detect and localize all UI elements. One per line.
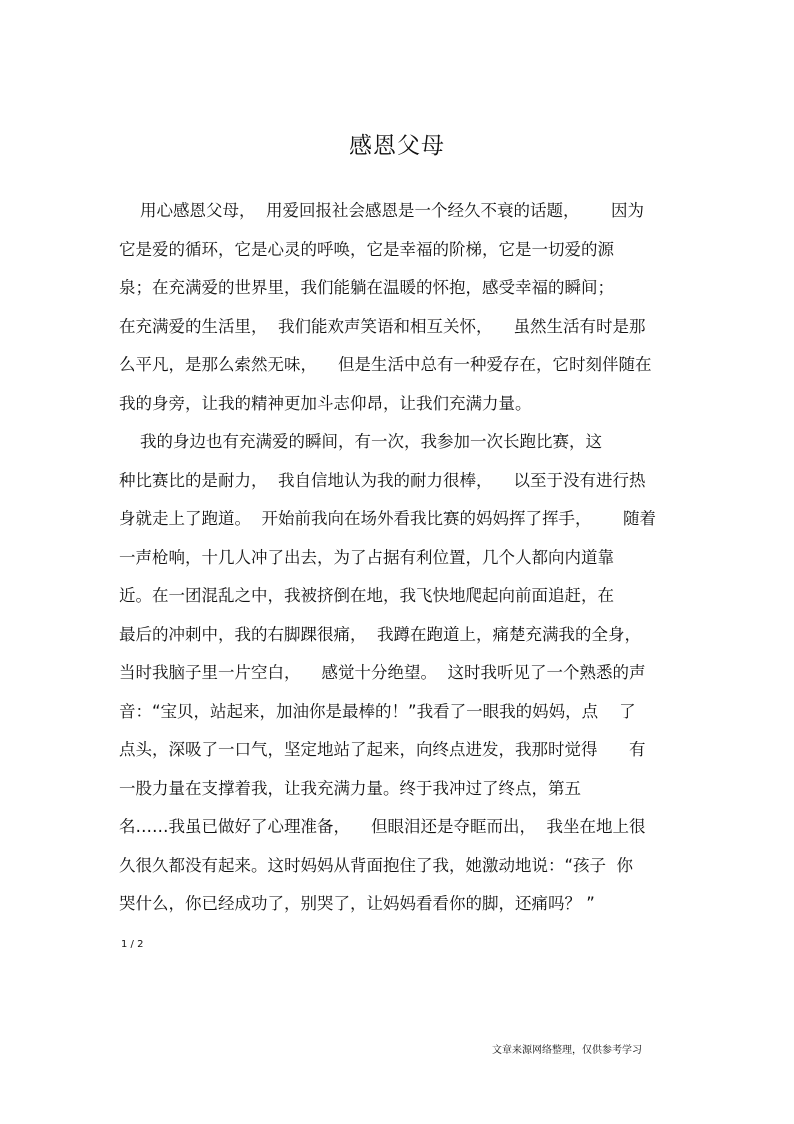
body-line: 身就走上了跑道。 开始前我向在场外看我比赛的妈妈挥了挥手， 随着 xyxy=(119,509,656,528)
body-line: 我的身边也有充满爱的瞬间，有一次，我参加一次长跑比赛，这 xyxy=(119,432,602,451)
body-line: 名……我虽已做好了心理准备， 但眼泪还是夺眶而出， 我坐在地上很 xyxy=(119,817,646,836)
body-line: 近。在一团混乱之中，我被挤倒在地，我飞快地爬起向前面追赶，在 xyxy=(119,586,614,605)
body-line: 音：“宝贝，站起来，加油你是最棒的！”我看了一眼我的妈妈，点 了 xyxy=(119,701,636,721)
document-body xyxy=(119,192,679,924)
body-line: 我的身旁，让我的精神更加斗志仰昂，让我们充满力量。 xyxy=(119,393,532,413)
body-line: 么平凡，是那么索然无味， 但是生活中总有一种爱存在，它时刻伴随在 xyxy=(119,355,652,374)
body-line: 最后的冲刺中，我的右脚踝很痛， 我蹲在跑道上，痛楚充满我的全身， xyxy=(119,624,641,644)
body-line: 当时我脑子里一片空白， 感觉十分绝望。 这时我听见了一个熟悉的声 xyxy=(119,663,646,682)
body-line: 它是爱的循环，它是心灵的呼唤，它是幸福的阶梯，它是一切爱的源 xyxy=(119,239,614,259)
document-title: 感恩父母 xyxy=(349,133,445,159)
body-line: 久很久都没有起来。这时妈妈从背面抱住了我，她激动地说：“孩子 你 xyxy=(119,855,634,875)
body-line: 点头，深吸了一口气，坚定地站了起来，向终点进发，我那时觉得 有 xyxy=(119,740,646,759)
body-line: 泉；在充满爱的世界里，我们能躺在温暖的怀抱，感受幸福的瞬间； xyxy=(119,278,614,297)
body-line: 哭什么，你已经成功了，别哭了，让妈妈看看你的脚，还痛吗？ ” xyxy=(119,894,595,913)
page-number: 1 / 2 xyxy=(121,939,144,950)
body-line: 一声枪响，十几人冲了出去，为了占据有利位置，几个人都向内道靠 xyxy=(119,547,614,567)
body-line: 在充满爱的生活里， 我们能欢声笑语和相互关怀， 虽然生活有时是那 xyxy=(119,316,646,336)
footer-note: 文章来源网络整理，仅供参考学习 xyxy=(492,1045,642,1056)
body-line: 用心感恩父母， 用爱回报社会感恩是一个经久不衰的话题， 因为 xyxy=(119,201,644,220)
body-line: 种比赛比的是耐力， 我自信地认为我的耐力很棒， 以至于没有进行热 xyxy=(119,470,646,490)
body-line: 一股力量在支撑着我，让我充满力量。终于我冲过了终点，第五 xyxy=(119,778,581,798)
